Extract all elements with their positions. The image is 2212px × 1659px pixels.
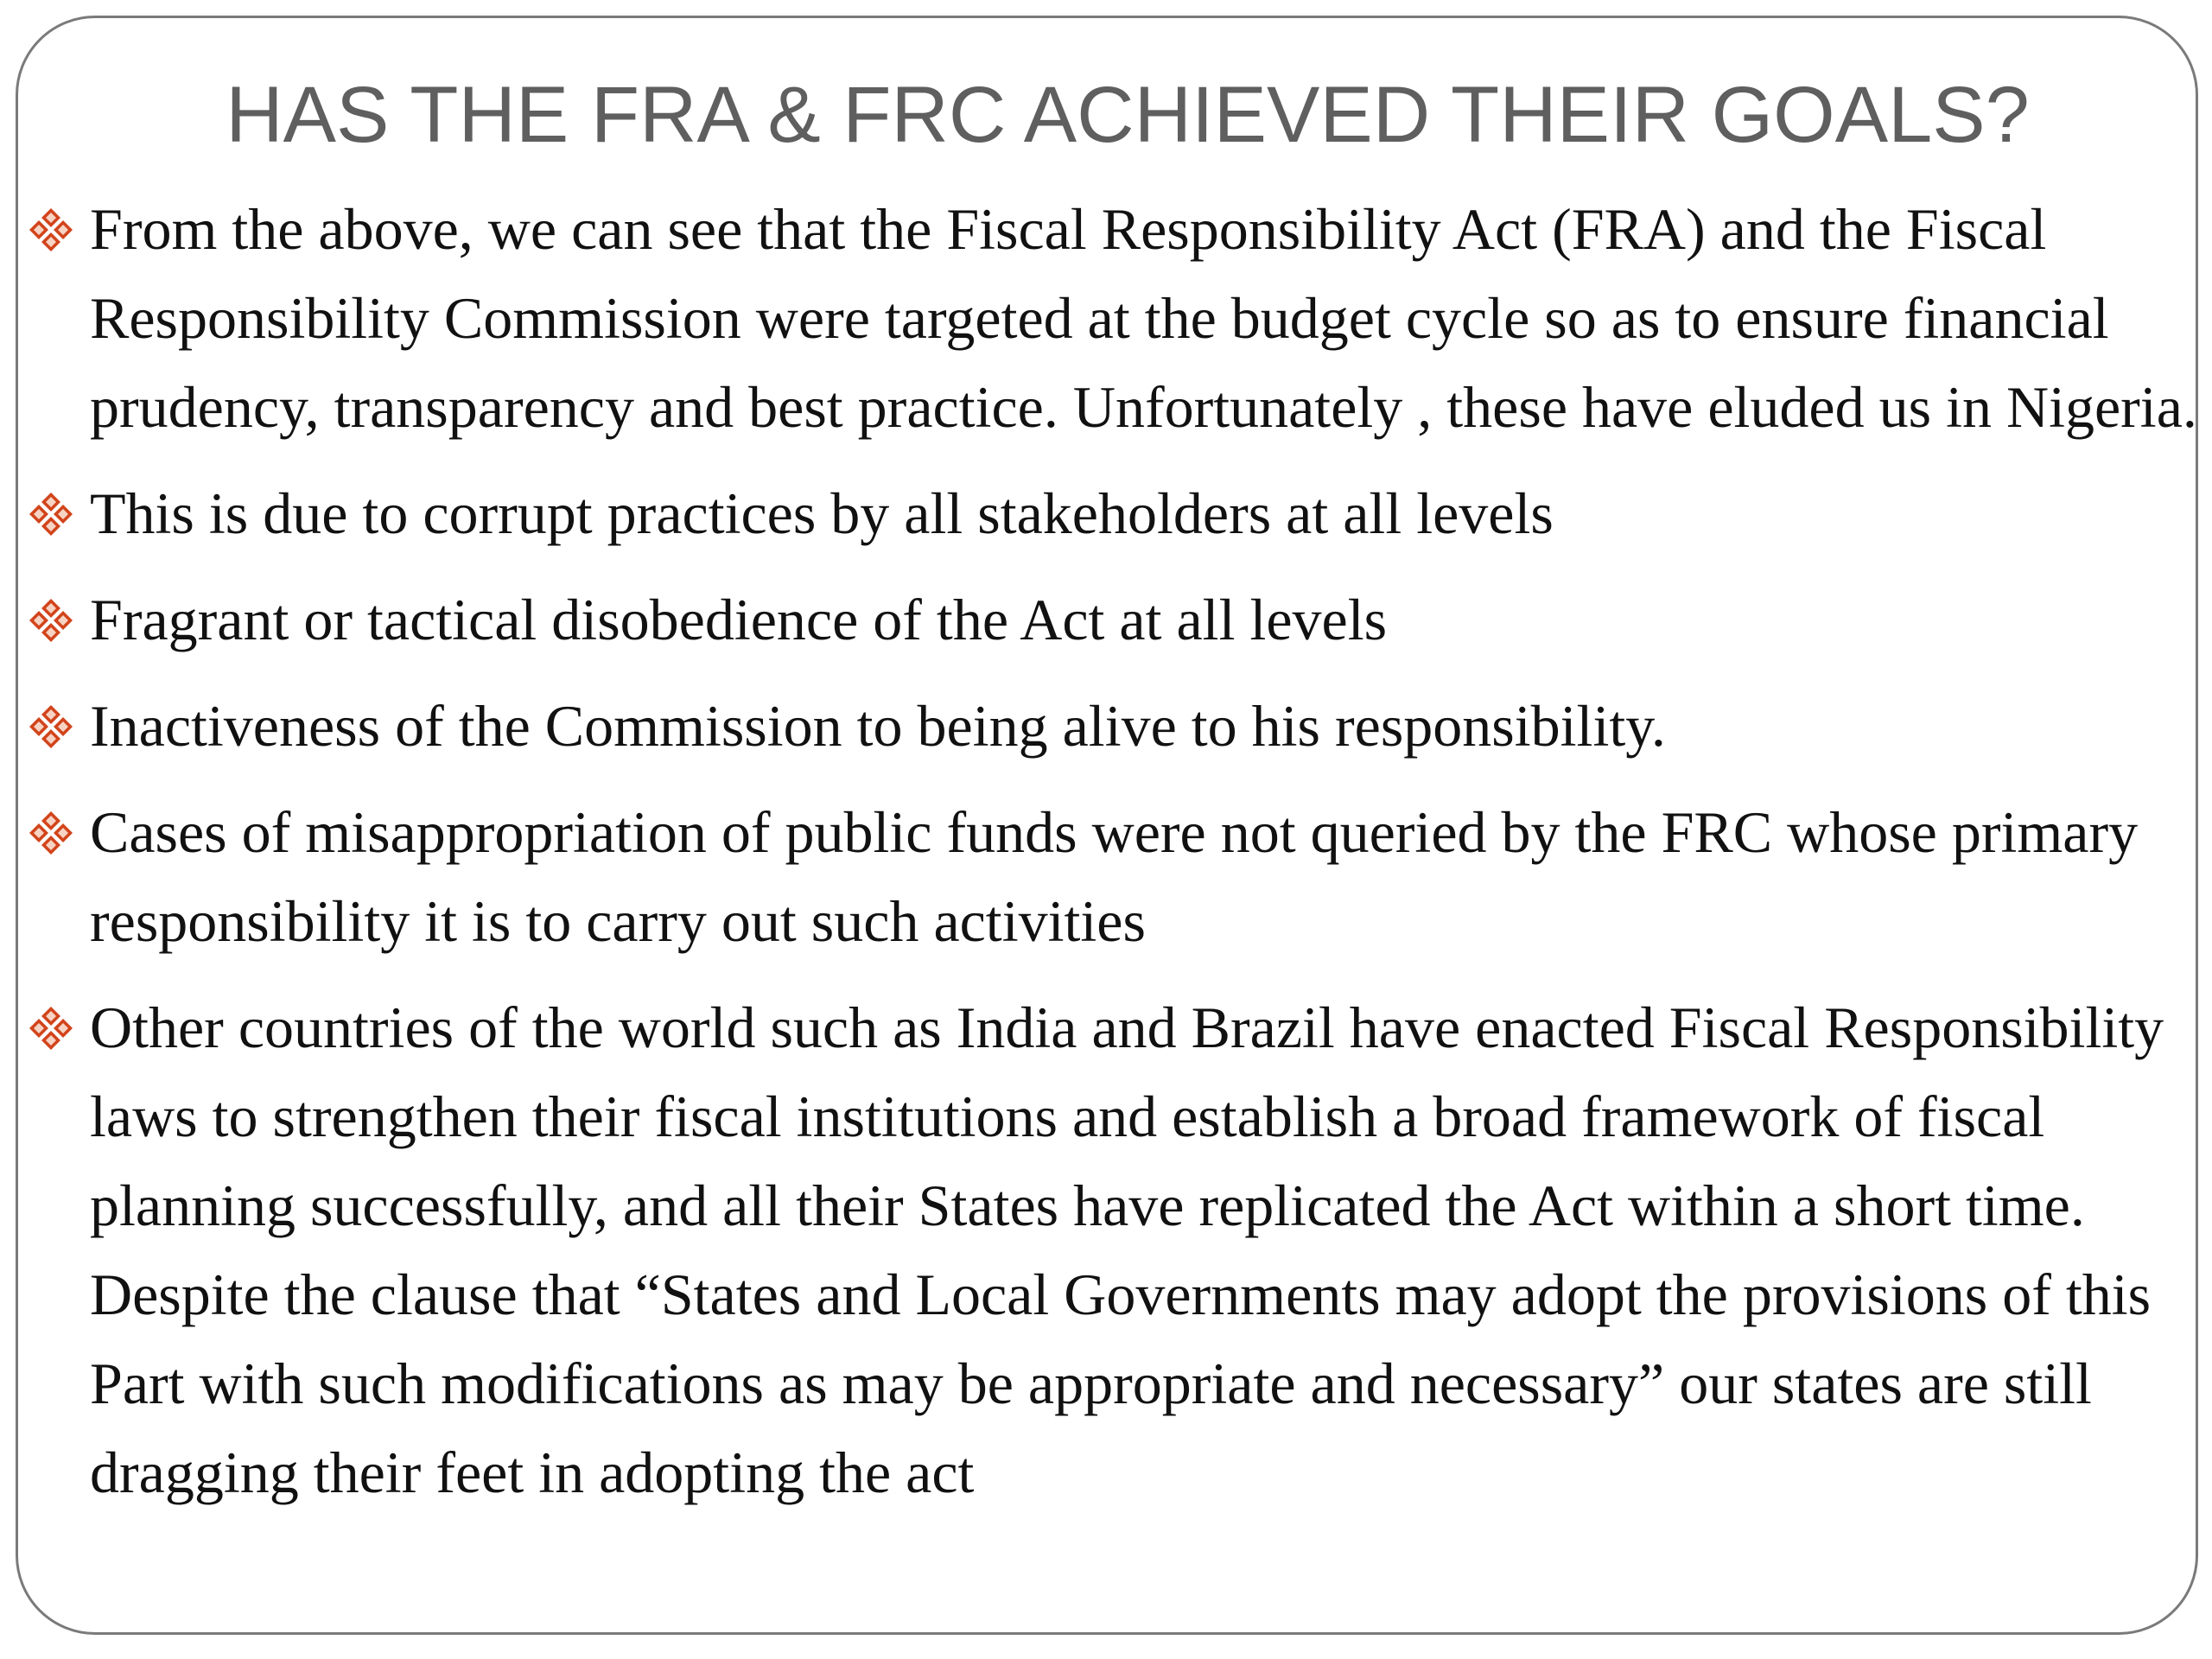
bullet-item [24, 983, 2210, 1517]
bullet-item [24, 469, 2210, 558]
diamond-quad-bullet-icon [28, 703, 74, 750]
diamond-quad-bullet-icon [28, 597, 74, 644]
diamond-quad-bullet-icon [28, 491, 74, 537]
bullet-item [24, 185, 2210, 452]
diamond-quad-bullet-icon [28, 1005, 74, 1052]
bullet-text: Inactiveness of the Commission to being alive to his responsibility. [90, 693, 1666, 759]
diamond-quad-bullet-icon [28, 207, 74, 253]
bullet-text: From the above, we can see that the Fiscal Responsibility Act (FRA) and the Fiscal Responsibility Commission were targeted at the budget cycle so as to ensure financial prudency, transparency and best practice. Unfortunately , these have eluded us in Nigeria. [90, 196, 2197, 440]
bullet-item [24, 788, 2210, 966]
bullet-text: Other countries of the world such as India and Brazil have enacted Fiscal Responsibility laws to strengthen their fiscal institutions and establish a broad framework of fiscal planning successfully, and all their States have replicated the Act within a short time. Despite the clause that “States and Local Governments may adopt the provisions of this Part with such modifications as may be appropriate and necessary” our states are still dragging their feet in adopting the act [90, 995, 2164, 1505]
bullet-list [24, 185, 2210, 1535]
slide-title: HAS THE FRA & FRC ACHIEVED THEIR GOALS? [226, 71, 2030, 159]
bullet-text: This is due to corrupt practices by all stakeholders at all levels [90, 480, 1554, 546]
bullet-text: Fragrant or tactical disobedience of the Act at all levels [90, 587, 1388, 652]
bullet-text: Cases of misappropriation of public funds were not queried by the FRC whose primary responsibility it is to carry out such activities [90, 799, 2139, 954]
bullet-item [24, 575, 2210, 664]
bullet-item [24, 682, 2210, 771]
diamond-quad-bullet-icon [28, 810, 74, 856]
